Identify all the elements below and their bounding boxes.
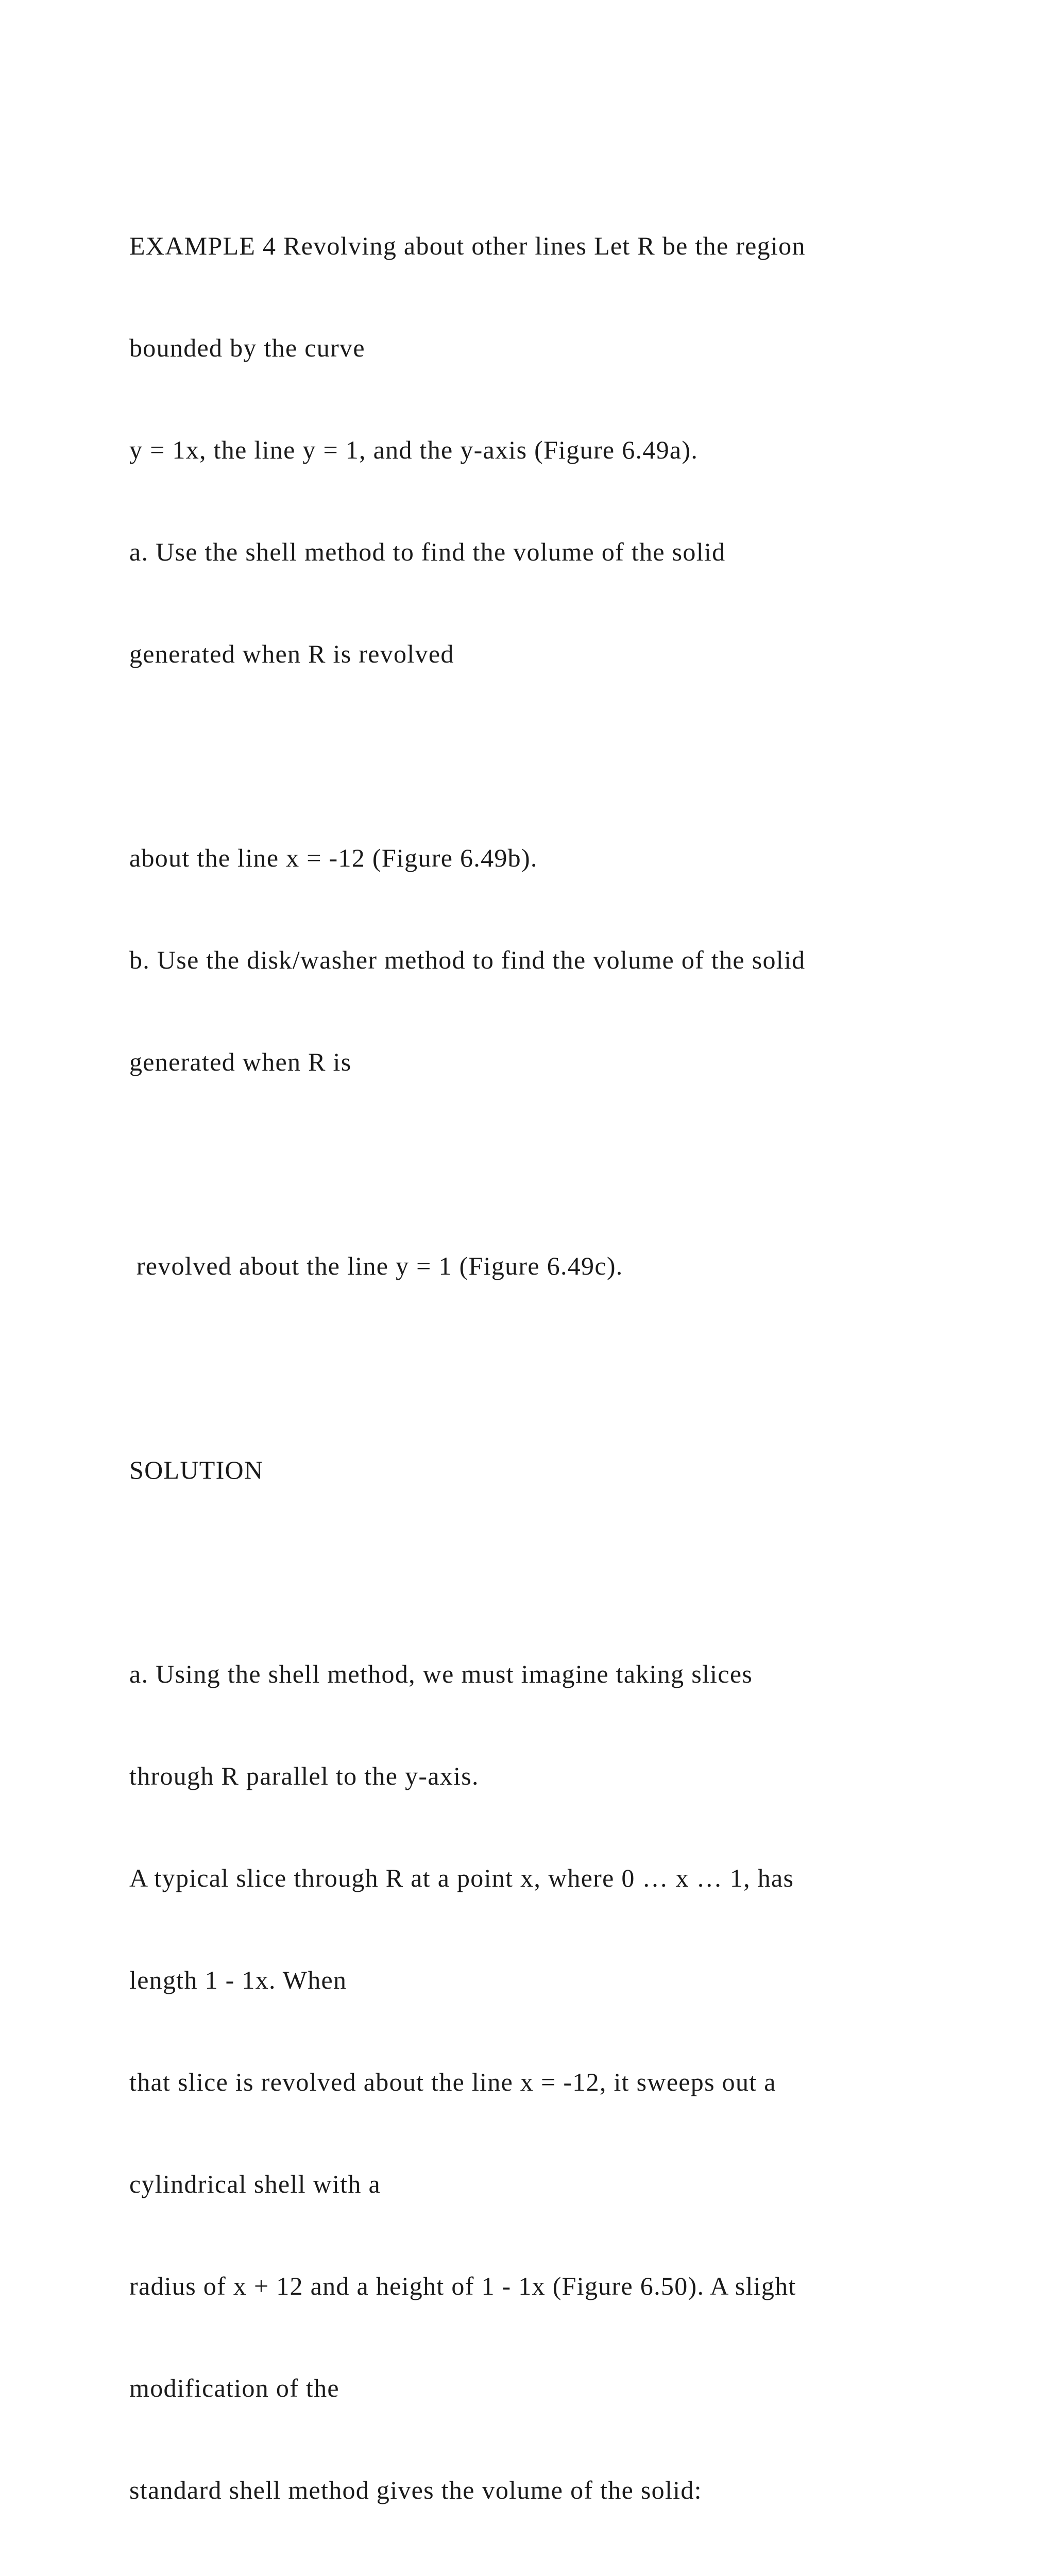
text-line: that slice is revolved about the line x = -12, it sweeps out a <box>129 2067 776 2096</box>
blank-line <box>129 1351 933 1385</box>
text-line: A typical slice through R at a point x, where 0 … x … 1, has <box>129 1863 794 1892</box>
text-line: cylindrical shell with a <box>129 2170 381 2198</box>
blank-line <box>129 2575 933 2576</box>
text-line: EXAMPLE 4 Revolving about other lines Let R be the region <box>129 231 806 260</box>
text-line: generated when R is revolved <box>129 639 454 668</box>
text-line: through R parallel to the y-axis. <box>129 1761 479 1790</box>
blank-line <box>129 1147 933 1181</box>
blank-line <box>129 1555 933 1589</box>
text-line: b. Use the disk/washer method to find the volume of the solid <box>129 945 806 974</box>
blank-line <box>129 739 933 773</box>
text-line: about the line x = -12 (Figure 6.49b). <box>129 843 538 872</box>
text-line: revolved about the line y = 1 (Figure 6.49c). <box>129 1251 623 1280</box>
text-line: modification of the <box>129 2374 339 2402</box>
section-heading-solution: SOLUTION <box>129 1455 264 1484</box>
text-line: a. Using the shell method, we must imagine taking slices <box>129 1659 753 1688</box>
text-line: radius of x + 12 and a height of 1 - 1x (Figure 6.50). A slight <box>129 2272 796 2300</box>
document-body <box>129 161 933 2576</box>
text-line: standard shell method gives the volume of the solid: <box>129 2476 702 2504</box>
text-line: generated when R is <box>129 1047 352 1076</box>
text-line: y = 1x, the line y = 1, and the y-axis (Figure 6.49a). <box>129 435 699 464</box>
text-line: length 1 - 1x. When <box>129 1965 347 1994</box>
text-line: a. Use the shell method to find the volume of the solid <box>129 537 726 566</box>
text-line: bounded by the curve <box>129 333 365 362</box>
